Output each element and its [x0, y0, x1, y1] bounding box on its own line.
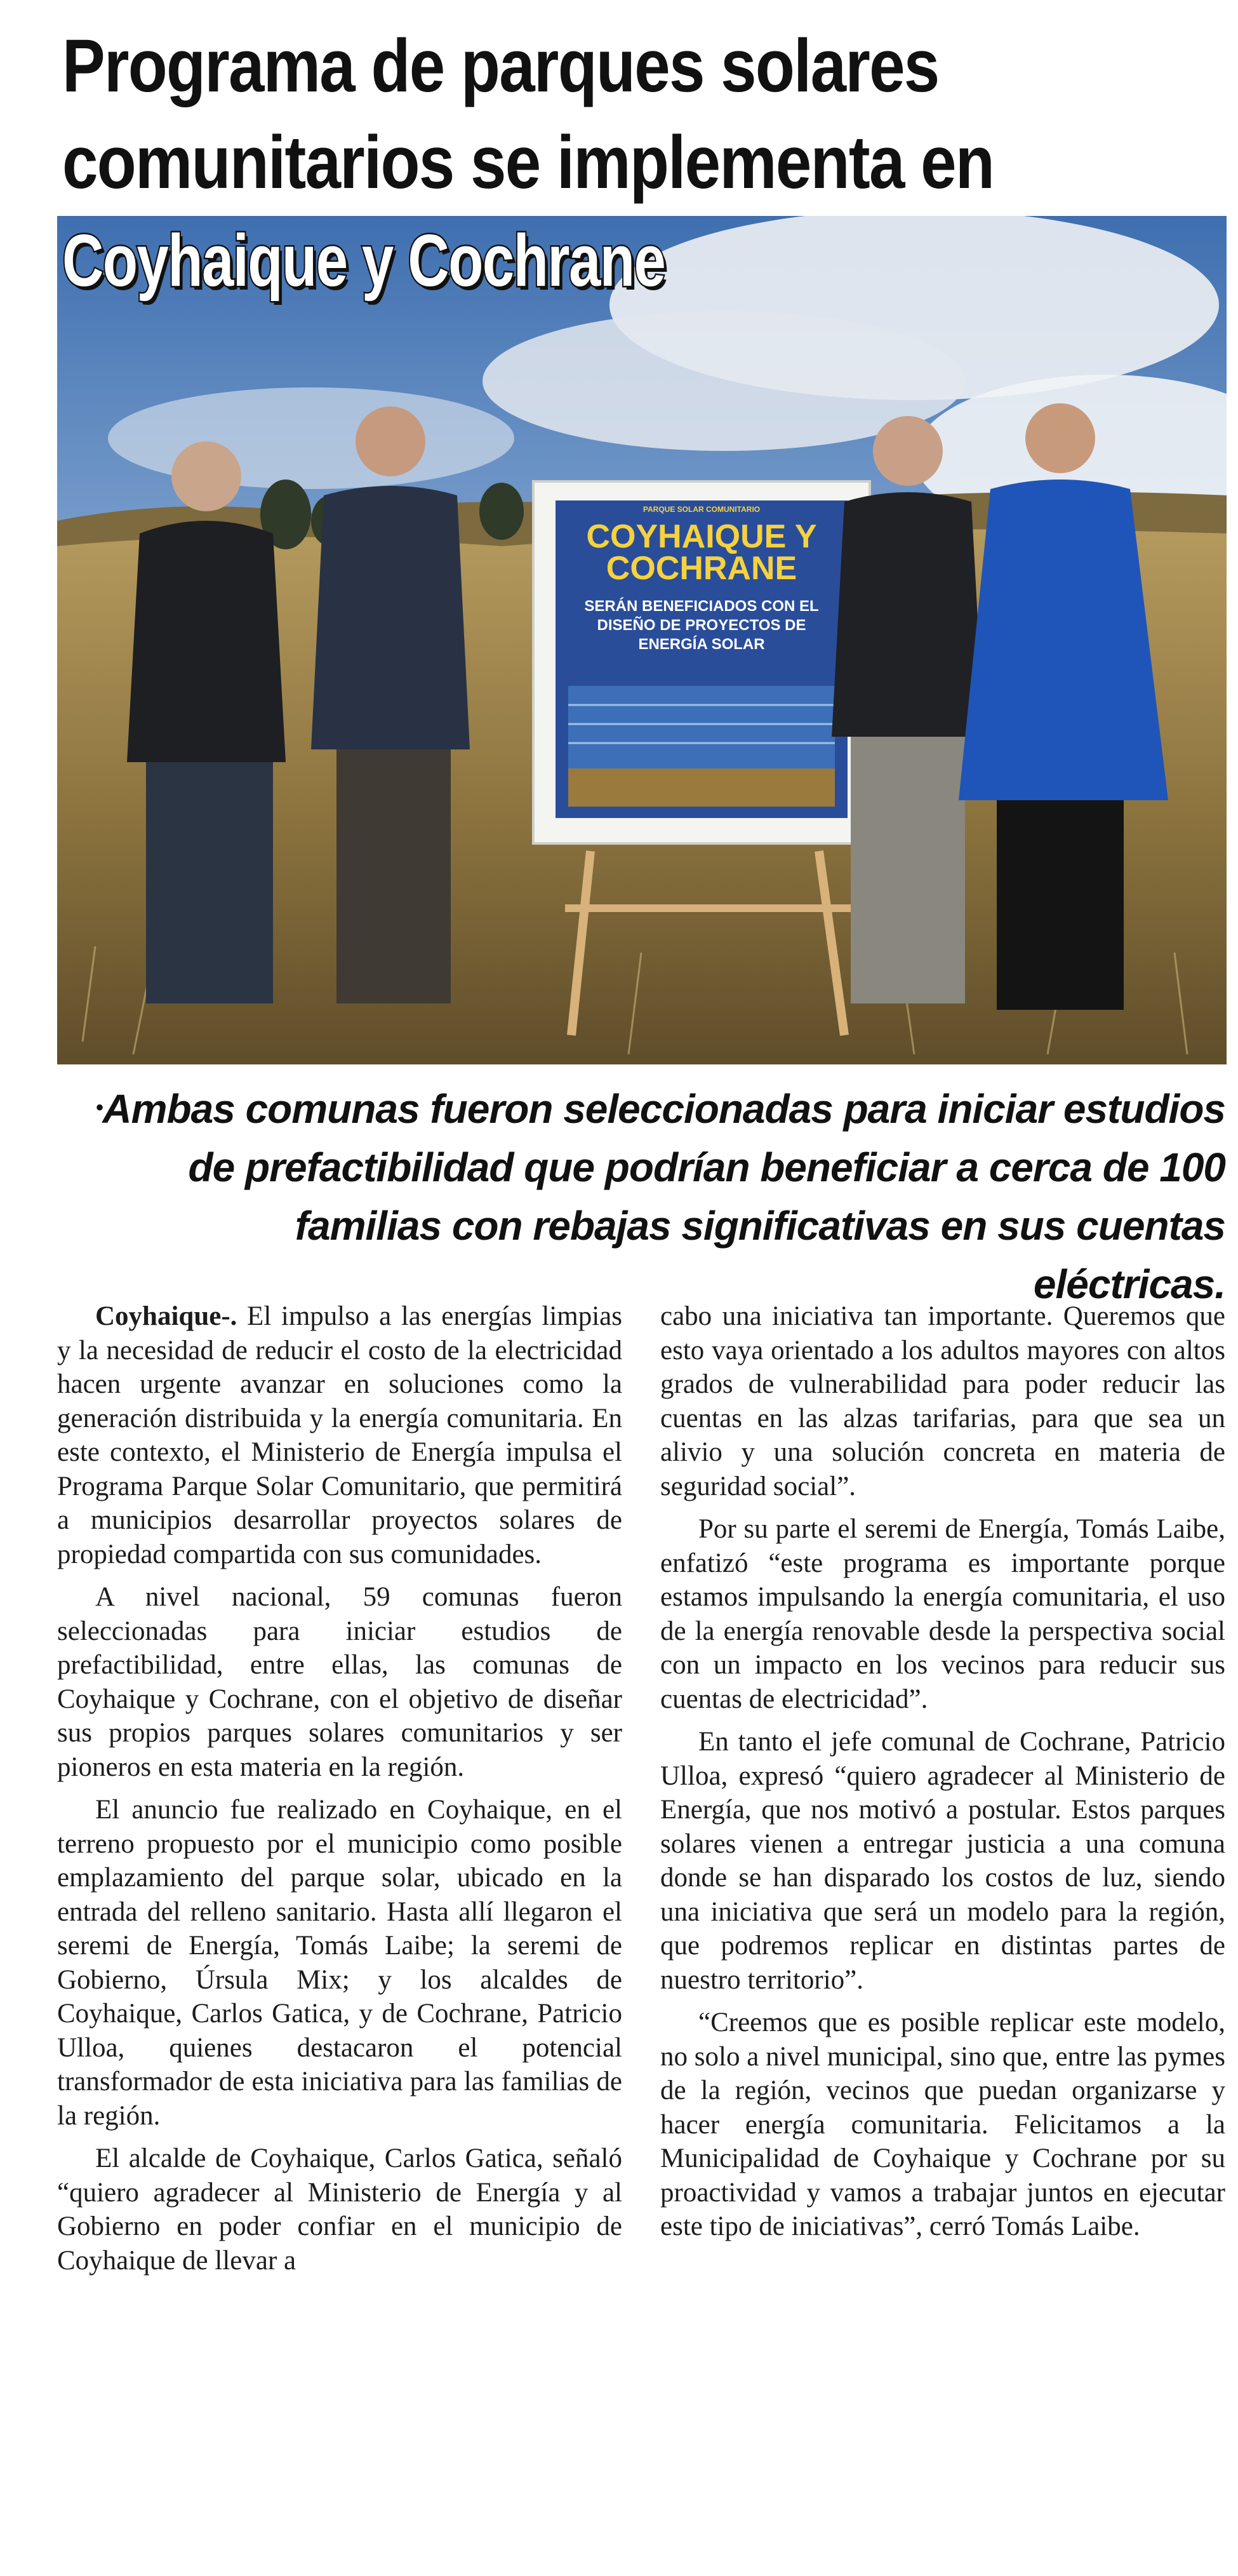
headline	[62, 18, 1045, 211]
sign-subtitle	[556, 597, 848, 654]
paragraph-5: cabo una iniciativa tan importante. Queremos que esto vaya orientado a los adultos mayores con altos grados de vulnerabilidad para poder reducir las cuentas en las alzas tarifarias, para que sea un alivio y una solución concreta en materia de seguridad social”.	[660, 1301, 1225, 1501]
sign-subtitle-line-2: DISEÑO DE PROYECTOS DE	[597, 617, 806, 634]
headline-line-3: Coyhaique y Cochrane	[62, 219, 665, 302]
paragraph-3: El anuncio fue realizado en Coyhaique, en el terreno propuesto por el municipio como posible emplazamiento del parque solar, ubicado en la entrada del relleno sanitario. Hasta allí llegaron el seremi de Energía, Tomás Laibe; la seremi de Gobierno, Úrsula Mix; y los alcaldes de Coyhaique, Carlos Gatica, y de Cochrane, Patricio Ulloa, quienes destacaron el potencial transformador de esta iniciativa para las familias de la región.	[57, 1795, 622, 2131]
paragraph-6: Por su parte el seremi de Energía, Tomás Laibe, enfatizó “este programa es importante porque estamos impulsando la energía comunitaria, el uso de la energía renovable desde la perspectiva social con un impacto en los vecinos para reducir sus cuentas de electricidad”.	[660, 1514, 1225, 1714]
headline-line-1: Programa de parques solares	[62, 24, 939, 108]
paragraph-1-text: El impulso a las energías limpias y la necesidad de reducir el costo de la electricidad hacen urgente avanzar en soluciones como la generación distribuida y la energía comunitaria. En este contexto, el Ministerio de Energía impulsa el Programa Parque Solar Comunitario, que permitirá a municipios desarrollar proyectos solares de propiedad compartida con sus comunidades.	[57, 1301, 622, 1569]
sign-title	[556, 518, 848, 587]
paragraph-1	[57, 1299, 622, 1571]
sign-subtitle-line-3: ENERGÍA SOLAR	[638, 636, 765, 653]
sign-title-line-1: COYHAIQUE Y	[586, 518, 817, 555]
sign-top-label: PARQUE SOLAR COMUNITARIO	[642, 505, 761, 514]
dateline: Coyhaique-.	[95, 1301, 237, 1331]
paragraph-2: A nivel nacional, 59 comunas fueron seleccionadas para iniciar estudios de prefactibilidad, entre ellas, las comunas de Coyhaique y Cochrane, con el objetivo de diseñar sus propios parques solares comunitarios y ser pioneros en esta materia en la región.	[57, 1582, 622, 1782]
deck-bullet-icon: •	[95, 1093, 105, 1122]
article-column-left	[57, 1299, 622, 2286]
paragraph-4: El alcalde de Coyhaique, Carlos Gatica, señaló “quiero agradecer al Ministerio de Energía y al Gobierno en poder confiar en el municipio de Coyhaique de llevar a	[57, 2143, 622, 2276]
article-photo	[57, 216, 1227, 1064]
article-column-right	[660, 1299, 1225, 2253]
paragraph-7: En tanto el jefe comunal de Cochrane, Patricio Ulloa, expresó “quiero agradecer al Ministerio de Energía, que nos motivó a postular. Estos parques solares vienen a entregar justicia a una comuna donde se han disparado los costos de luz, siendo una iniciativa que será un modelo para la región, que podremos replicar en distintas partes de nuestro territorio”.	[660, 1727, 1225, 1995]
sign-subtitle-line-1: SERÁN BENEFICIADOS CON EL	[584, 598, 819, 615]
sign-title-line-2: COCHRANE	[606, 550, 797, 587]
deck-summary: Ambas comunas fueron seleccionadas para iniciar estudios de prefactibilidad que podrían beneficiar a cerca de 100 familias con rebajas significativas en sus cuentas eléctricas.	[102, 1086, 1225, 1307]
paragraph-8: “Creemos que es posible replicar este modelo, no solo a nivel municipal, sino que, entre las pymes de la región, vecinos que puedan organizarse y hacer energía comunitaria. Felicitamos a la Municipalidad de Coyhaique y Cochrane por su proactividad y vamos a trabajar juntos en ejecutar este tipo de iniciativas”, cerró Tomás Laibe.	[660, 2008, 1225, 2241]
person-3	[832, 416, 984, 1003]
headline-line-2: comunitarios se implementa en	[62, 121, 994, 205]
